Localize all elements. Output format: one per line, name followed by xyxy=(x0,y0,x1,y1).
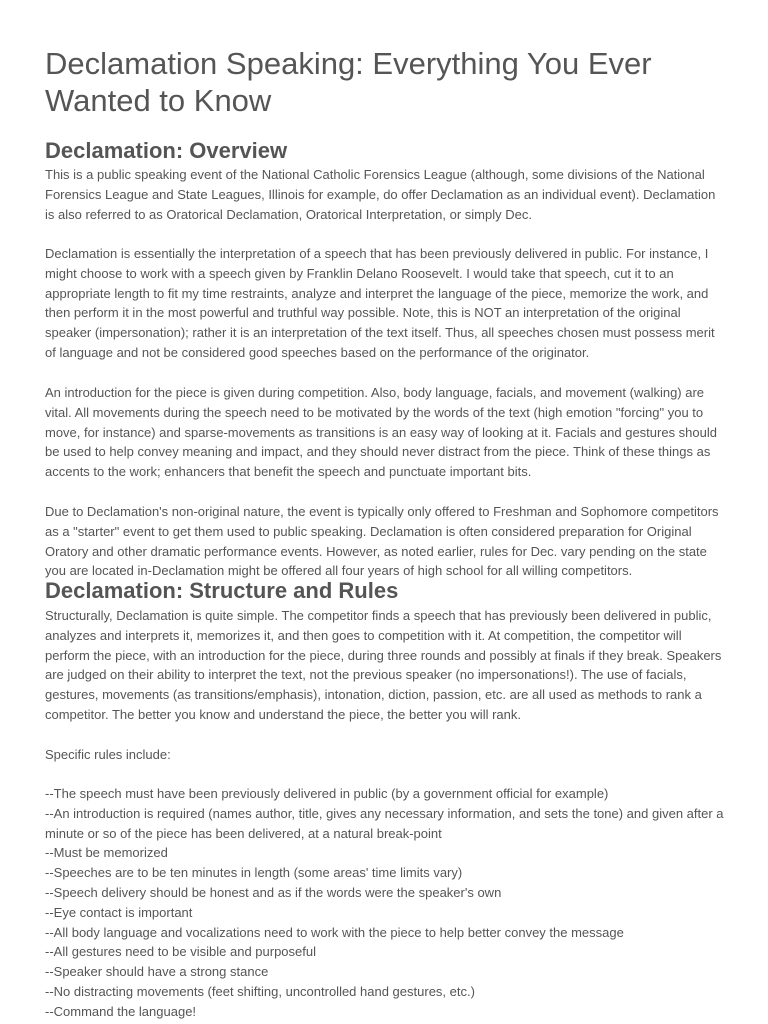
structure-heading: Declamation: Structure and Rules xyxy=(45,578,399,603)
structure-paragraph-1: Structurally, Declamation is quite simple. The competitor finds a speech that has previously been delivered in public, analyzes and interprets it, memorizes it, and then goes to competition with it. At competition, the competitor will perform the piece, with an introduction for the piece, during three rounds and possibly at finals if they break. Speakers are judged on their ability to interpret the text, not the previous speaker (no impersonations!). The use of facials, gestures, movements (as transitions/emphasis), intonation, diction, passion, etc. are all used as methods to rank a competitor. The better you know and understand the piece, the better you will rank. xyxy=(45,608,722,722)
rule-item: --The speech must have been previously delivered in public (by a government official for example) xyxy=(45,786,609,801)
overview-heading: Declamation: Overview xyxy=(45,138,288,163)
overview-paragraph-1: This is a public speaking event of the National Catholic Forensics League (although, some divisions of the National Forensics League and State Leagues, Illinois for example, do offer Declamation as an individual event). Declamation is also referred to as Oratorical Declamation, Oratorical Interpretation, or simply Dec. xyxy=(45,167,716,222)
document-title: Declamation Speaking: Everything You Ever Wanted to Know xyxy=(45,46,652,118)
rule-item: --Eye contact is important xyxy=(45,904,193,920)
rule-item: --Must be memorized xyxy=(45,845,168,861)
rules-list xyxy=(45,784,725,1022)
rule-item: --Command the language! xyxy=(45,1003,197,1019)
rule-item: --Speaker should have a strong stance xyxy=(45,964,269,980)
rule-item: --An introduction is required (names author, title, gives any necessary information, and sets the tone) and given after a minute or so of the piece has been delivered, at a natural break-point xyxy=(45,805,724,841)
overview-paragraph-4: Due to Declamation's non-original nature, the event is typically only offered to Freshman and Sophomore competitors as a "starter" event to get them used to public speaking. Declamation is often considered preparation for Original Oratory and other dramatic performance events. However, as noted earlier, rules for Dec. vary pending on the state you are located in-Declamation might be offered all four years of high school for all willing competitors. xyxy=(45,504,719,579)
rule-item: --All gestures need to be visible and purposeful xyxy=(45,944,316,960)
rule-item: --All body language and vocalizations need to work with the piece to help better convey the message xyxy=(45,924,624,940)
overview-paragraph-2: Declamation is essentially the interpretation of a speech that has been previously delivered in public. For instance, I might choose to work with a speech given by Franklin Delano Roosevelt. I would take that speech, cut it to an appropriate length to fit my time restraints, analyze and interpret the language of the piece, memorize the work, and then perform it in the most powerful and truthful way possible. Note, this is NOT an interpretation of the original speaker (impersonation); rather it is an interpretation of the text itself. Thus, all speeches chosen must possess merit of language and not be considered good speeches based on the performance of the originator. xyxy=(45,246,715,360)
rule-item: --Speeches are to be ten minutes in length (some areas' time limits vary) xyxy=(45,865,463,881)
rules-intro: Specific rules include: xyxy=(45,747,171,762)
rule-item: --Speech delivery should be honest and as if the words were the speaker's own xyxy=(45,884,502,900)
rule-item: --No distracting movements (feet shifting, uncontrolled hand gestures, etc.) xyxy=(45,983,475,999)
overview-paragraph-3: An introduction for the piece is given during competition. Also, body language, facials, and movement (walking) are vital. All movements during the speech need to be motivated by the words of the text (high emotion "forcing" you to move, for instance) and sparse-movements as transitions is an easy way of looking at it. Facials and gestures should be used to help convey meaning and impact, and they should never distract from the piece. Think of these things as accents to the work; enhancers that benefit the speech and punctuate important bits. xyxy=(45,385,717,480)
